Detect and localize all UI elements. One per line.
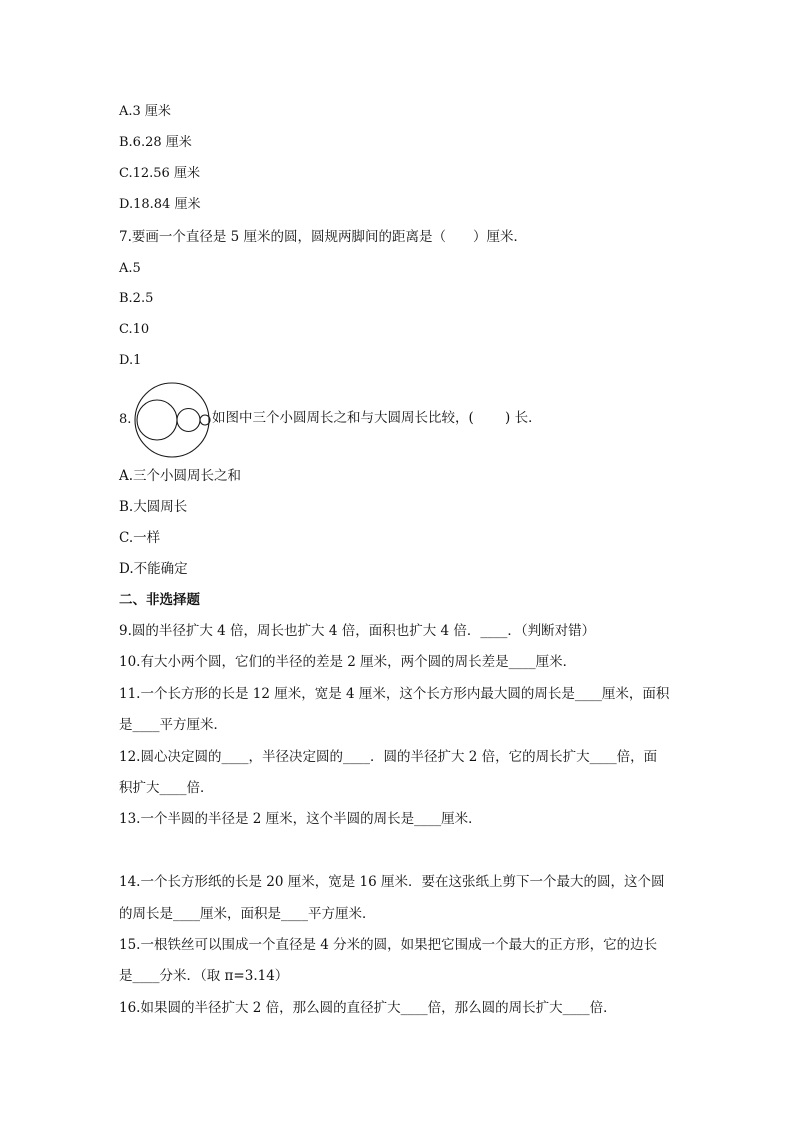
q9: 9.圆的半径扩大 4 倍，周长也扩大 4 倍，面积也扩大 4 倍．____．（判断对错）: [119, 623, 596, 639]
q11-line-1: 11.一个长方形的长是 12 厘米，宽是 4 厘米，这个长方形内最大圆的周长是____厘米，面积: [119, 686, 670, 702]
q13: 13.一个半圆的半径是 2 厘米，这个半圆的周长是____厘米．: [119, 811, 482, 827]
q6-option-a: A.3 厘米: [119, 104, 171, 119]
q14-line-1: 14.一个长方形纸的长是 20 厘米，宽是 16 厘米．要在这张纸上剪下一个最大的圆，这个圆: [119, 874, 665, 890]
small-circle-1: [137, 400, 177, 440]
q8-option-d: D.不能确定: [119, 561, 188, 577]
q11-line-2: 是____平方厘米．: [119, 717, 227, 733]
q7-option-a: A.5: [119, 261, 141, 276]
q6-option-d: D.18.84 厘米: [119, 197, 201, 212]
q15-line-1: 15.一根铁丝可以围成一个直径是 4 分米的圆，如果把它围成一个最大的正方形，它的边长: [119, 937, 658, 953]
q7-stem: 7.要画一个直径是 5 厘米的圆，圆规两脚间的距离是（ ）厘米．: [119, 229, 528, 245]
q6-option-c: C.12.56 厘米: [119, 166, 200, 181]
q6-option-b: B.6.28 厘米: [119, 135, 192, 150]
q12-line-2: 积扩大____倍．: [119, 780, 214, 796]
q10: 10.有大小两个圆，它们的半径的差是 2 厘米，两个圆的周长差是____厘米．: [119, 654, 577, 670]
q8-option-b: B.大圆周长: [119, 499, 188, 515]
circles-figure: [132, 380, 214, 462]
q7-option-c: C.10: [119, 322, 150, 337]
q16: 16.如果圆的半径扩大 2 倍，那么圆的直径扩大____倍，那么圆的周长扩大____倍．: [119, 1000, 617, 1016]
q8-number: 8.: [119, 412, 132, 427]
q8-stem: 如图中三个小圆周长之和与大圆周长比较，( ) 长．: [212, 410, 542, 426]
q8-option-c: C.一样: [119, 530, 161, 546]
large-circle: [135, 383, 209, 457]
q8-option-a: A.三个小圆周长之和: [119, 468, 242, 484]
q7-option-d: D.1: [119, 353, 142, 368]
q7-option-b: B.2.5: [119, 291, 154, 306]
section-heading: 二、非选择题: [119, 592, 200, 608]
small-circle-2: [177, 409, 200, 432]
q12-line-1: 12.圆心决定圆的____，半径决定圆的____．圆的半径扩大 2 倍，它的周长扩大____倍，面: [119, 749, 658, 765]
q15-line-2: 是____分米．（取 π=3.14）: [119, 968, 289, 984]
q14-line-2: 的周长是____厘米，面积是____平方厘米．: [119, 906, 376, 922]
